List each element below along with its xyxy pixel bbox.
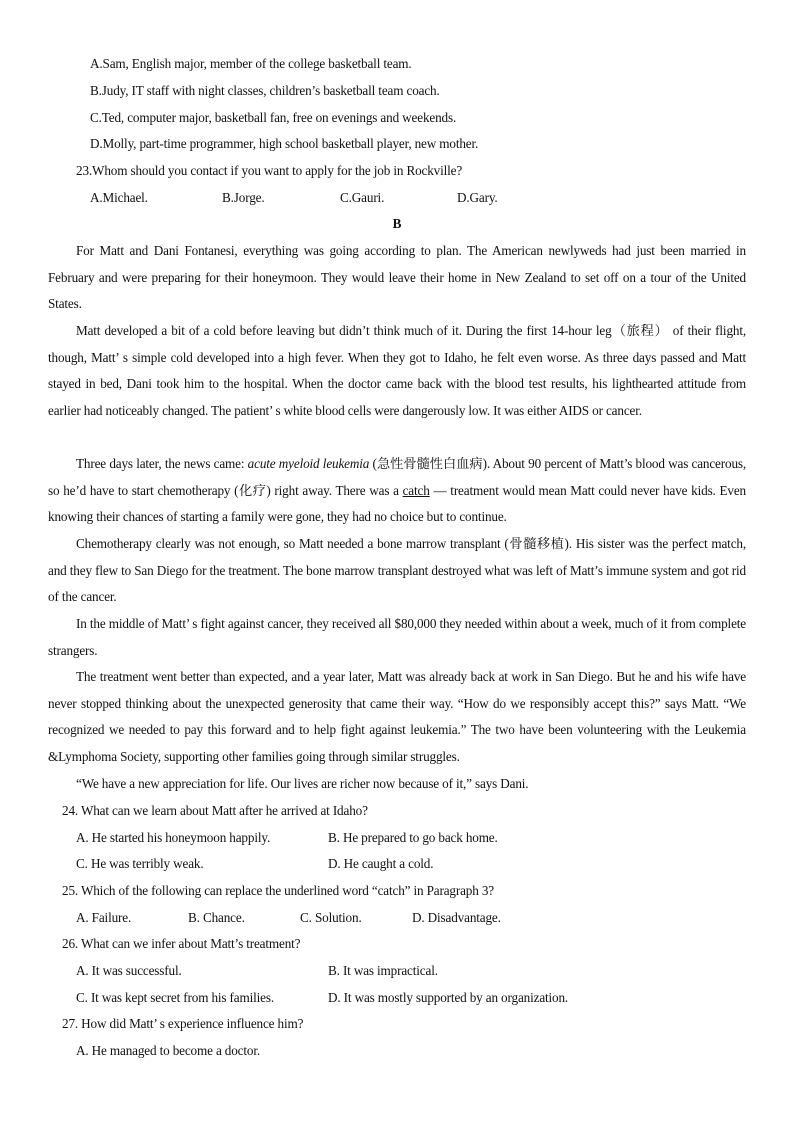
passage-paragraph-1	[48, 238, 746, 318]
passage-paragraph-3	[48, 451, 746, 531]
q26-question: 26. What can we infer about Matt’s treatment?	[62, 936, 301, 951]
q24-option-d: D. He caught a cold.	[328, 856, 434, 871]
paragraph-7-text: “We have a new appreciation for life. Our lives are richer now because of it,” says Dani.	[76, 776, 529, 791]
q26-option-a: A. It was successful.	[76, 963, 182, 978]
passage-paragraph-4	[48, 531, 746, 611]
q23-option-c: C.Gauri.	[340, 190, 385, 205]
q25-option-c: C. Solution.	[300, 910, 362, 925]
q26-option-b: B. It was impractical.	[328, 963, 438, 978]
q25-option-b: B. Chance.	[188, 910, 245, 925]
q23-question: 23.Whom should you contact if you want to apply for the job in Rockville?	[76, 163, 463, 178]
passage-paragraph-2	[48, 318, 746, 424]
q25-option-a: A. Failure.	[76, 910, 132, 925]
paragraph-2-text: Matt developed a bit of a cold before leaving but didn’t think much of it. During the first 14-hour leg（旅程） of their flight, though, Matt’ s simple cold developed into a high fever. When they got to Idaho, he felt even worse. As three days passed and Matt stayed in bed, Dani took him to the hospital. When the doctor came back with the blood test results, his lighthearted attitude from earlier had noticeably changed. The patient’ s white blood cells were dangerously low. It was either AIDS or cancer.	[48, 323, 746, 418]
passage-paragraph-6	[48, 664, 746, 770]
q25-option-d: D. Disadvantage.	[412, 910, 501, 925]
q24-option-a: A. He started his honeymoon happily.	[76, 830, 271, 845]
q24-question: 24. What can we learn about Matt after he arrived at Idaho?	[62, 803, 368, 818]
paragraph-3-text-c: — treatment would mean Matt could never have kids. Even knowing their chances of starting a family were gone, they had no choice but to continue.	[48, 482, 746, 525]
underlined-word-catch: catch	[402, 482, 430, 498]
paragraph-1-text: For Matt and Dani Fontanesi, everything was going according to plan. The American newlyweds had just been married in February and were preparing for their honeymoon. They would leave their home in New Zealand to set off on a tour of the United States.	[48, 243, 746, 312]
q25-question: 25. Which of the following can replace the underlined word “catch” in Paragraph 3?	[62, 883, 494, 898]
passage-paragraph-7	[48, 771, 746, 798]
q22-option-b: B.Judy, IT staff with night classes, children’s basketball team coach.	[90, 83, 440, 98]
q23-option-a: A.Michael.	[90, 190, 148, 205]
q22-option-c: C.Ted, computer major, basketball fan, free on evenings and weekends.	[90, 110, 457, 125]
paragraph-4-text: Chemotherapy clearly was not enough, so Matt needed a bone marrow transplant (骨髓移植). His sister was the perfect match, and they flew to San Diego for the treatment. The bone marrow transplant destroyed what was left of Matt’s immune system and got rid of the cancer.	[48, 536, 746, 605]
q26-option-c: C. It was kept secret from his families.	[76, 990, 274, 1005]
q23-option-d: D.Gary.	[457, 190, 498, 205]
section-heading: B	[392, 216, 402, 231]
q27-question: 27. How did Matt’ s experience influence him?	[62, 1016, 304, 1031]
passage-paragraph-5	[48, 611, 746, 664]
q24-option-b: B. He prepared to go back home.	[328, 830, 498, 845]
q26-option-d: D. It was mostly supported by an organization.	[328, 990, 569, 1005]
q24-option-c: C. He was terribly weak.	[76, 856, 204, 871]
paragraph-3-text-b: (急性骨髓性白血病). About 90 percent of Matt’s blood was cancerous, so he’d have to start chemotherapy (化疗) right away. There was a	[48, 456, 747, 498]
q27-option-a: A. He managed to become a doctor.	[76, 1043, 261, 1058]
paragraph-3-text-a: Three days later, the news came:	[76, 456, 248, 471]
paragraph-6-text: The treatment went better than expected, and a year later, Matt was already back at work in San Diego. But he and his wife have never stopped thinking about the unexpected generosity that came their way. “How do we responsibly accept this?” says Matt. “We recognized we needed to pay this forward and to help fight against leukemia.” The two have been volunteering with the Leukemia &Lymphoma Society, supporting other families going through similar struggles.	[48, 669, 746, 764]
q22-option-a: A.Sam, English major, member of the college basketball team.	[90, 56, 412, 71]
q23-option-b: B.Jorge.	[222, 190, 265, 205]
paragraph-5-text: In the middle of Matt’ s fight against cancer, they received all $80,000 they needed within about a week, much of it from complete strangers.	[48, 616, 746, 658]
q22-option-d: D.Molly, part-time programmer, high school basketball player, new mother.	[90, 136, 479, 151]
disease-name: acute myeloid leukemia	[247, 456, 370, 471]
